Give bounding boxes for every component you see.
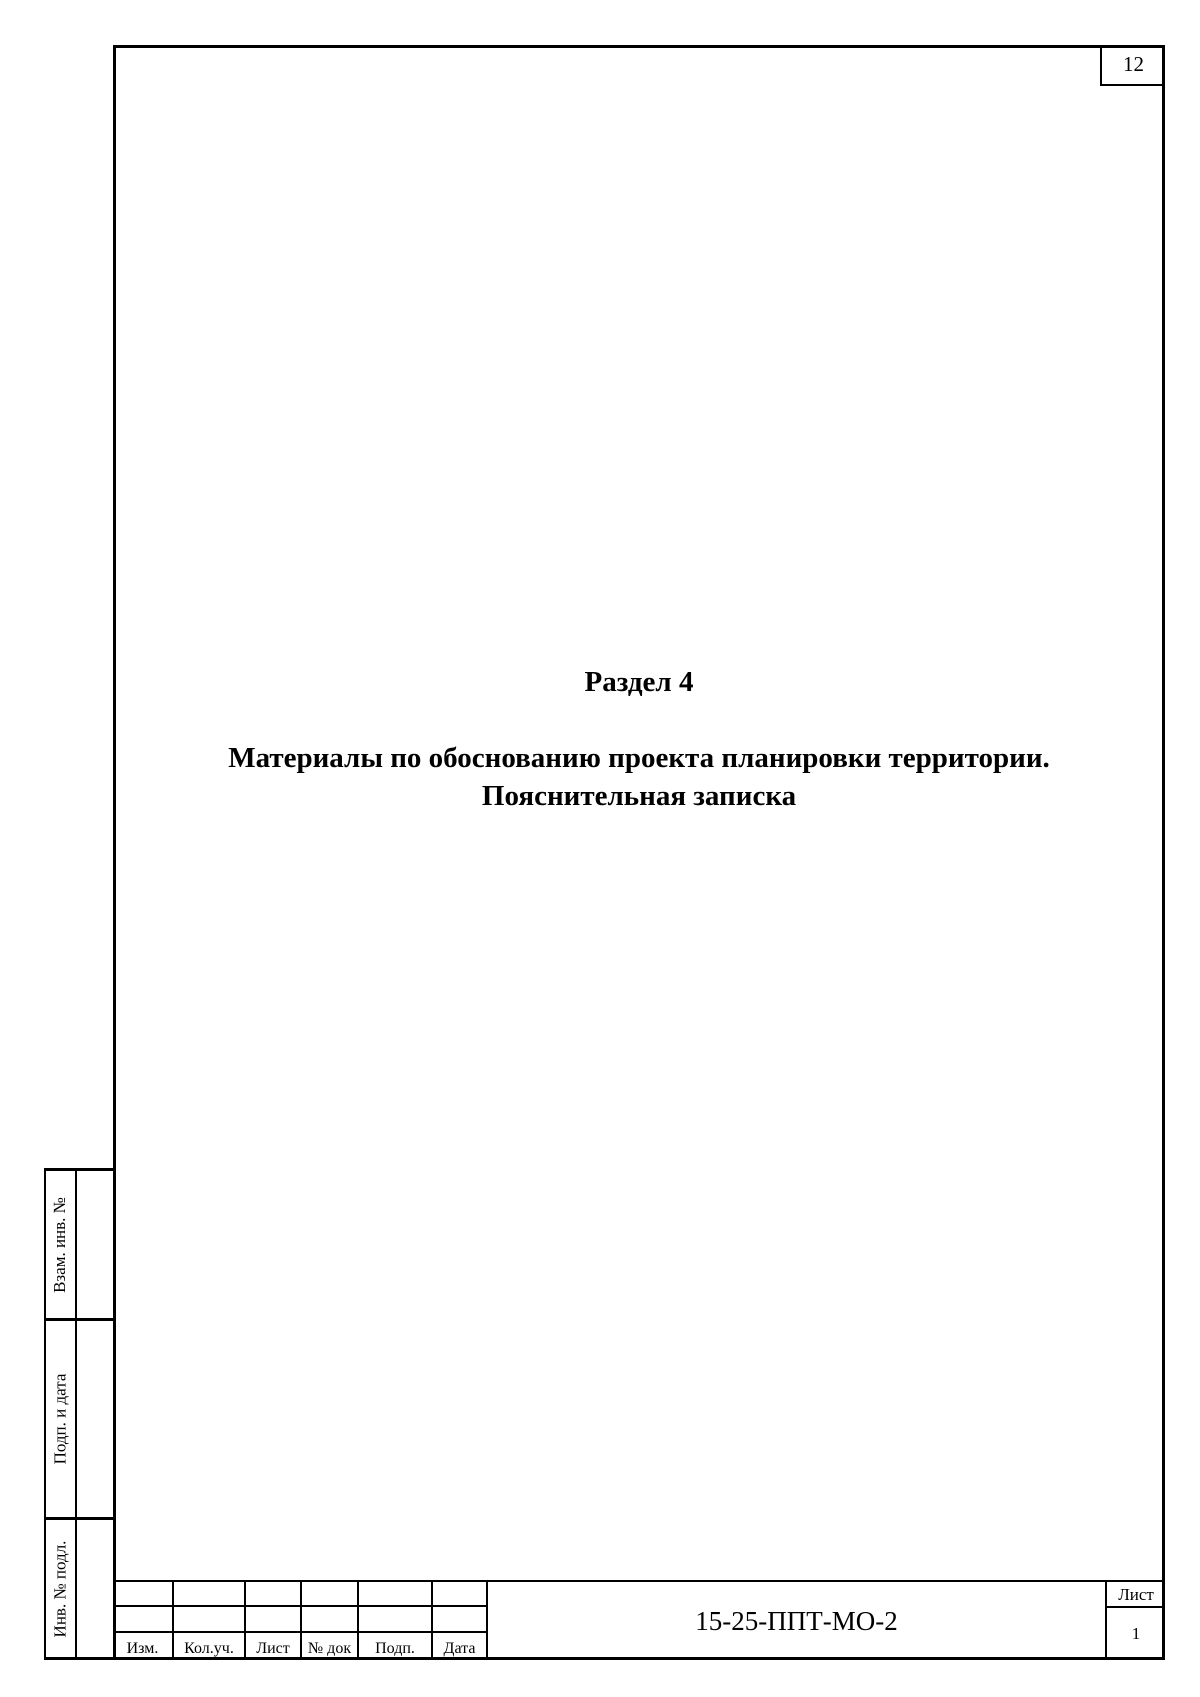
header-data: Дата [443,1640,476,1657]
sheet-number: 1 [1131,1624,1141,1643]
document-designation: 15-25-ППТ-МО-2 [695,1605,898,1636]
header-list: Лист [256,1640,290,1657]
header-izm: Изм. [126,1640,159,1657]
header-nom-dok: № док [307,1640,352,1657]
drawing-frame [113,45,1165,1660]
sheet-label: Лист [1118,1584,1154,1604]
vzam-inv-label: Взам. инв. № [50,1196,69,1293]
section-heading: Раздел 4 [584,666,694,698]
document-title-line1: Материалы по обоснованию проекта планировки территории. [228,742,1050,774]
document-title-line2: Пояснительная записка [481,780,797,812]
page-number [1100,45,1165,86]
header-kol-uch: Кол.уч. [184,1640,234,1657]
podp-data-label: Подп. и дата [50,1373,70,1465]
header-podp: Подп. [375,1640,415,1657]
page-number-text: 12 [1123,52,1144,76]
inv-podl-label: Инв. № подл. [50,1540,69,1637]
